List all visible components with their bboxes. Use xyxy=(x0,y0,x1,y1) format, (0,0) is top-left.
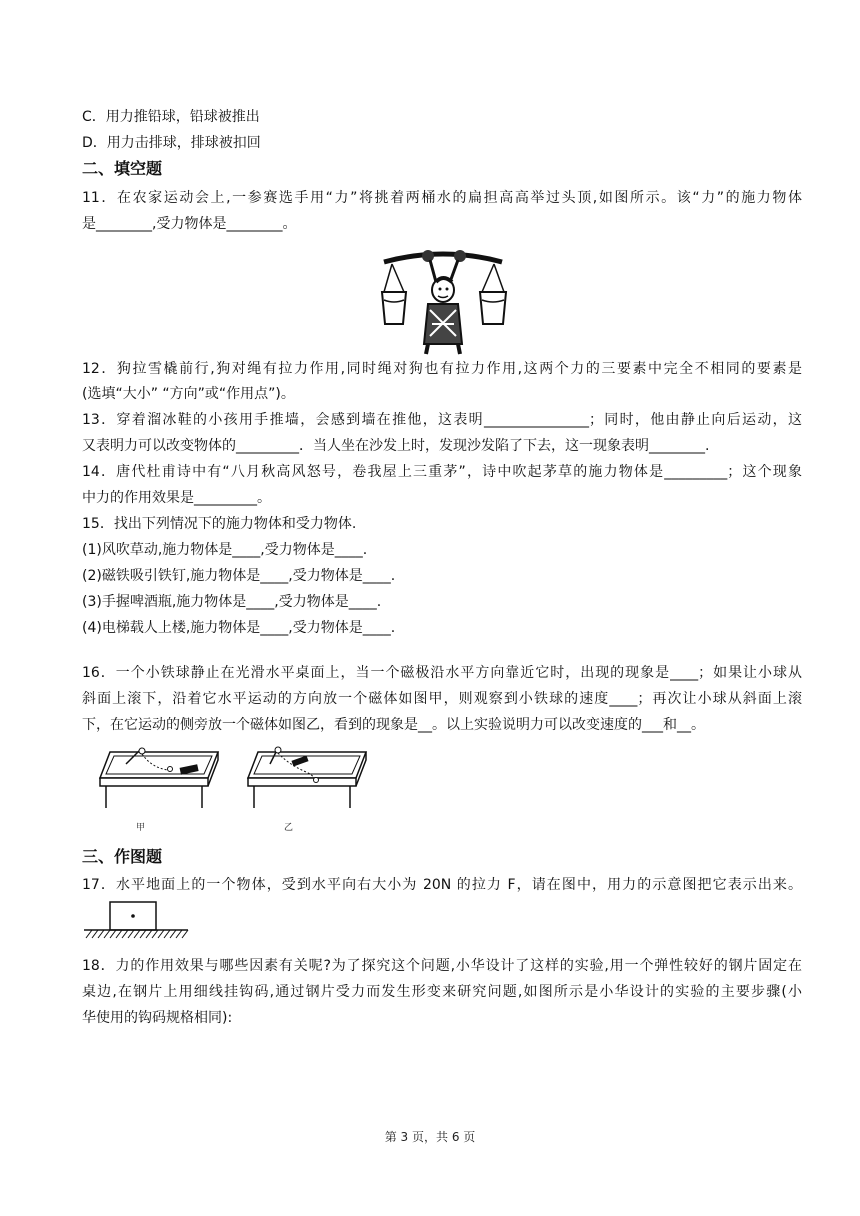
q15-item-2: (2)磁铁吸引铁钉,施力物体是____,受力物体是____. xyxy=(82,568,396,584)
weightlifter-figure xyxy=(378,244,508,356)
option-d: D．用力击排球，排球被扣回 xyxy=(82,135,261,151)
q14-line2: 中力的作用效果是_________。 xyxy=(82,490,271,506)
q16-line1: 16．一个小铁球静止在光滑水平桌面上，当一个磁极沿水平方向靠近它时，出现的现象是____；如果让小球从 xyxy=(82,665,802,681)
q13-line2: 又表明力可以改变物体的_________．当人坐在沙发上时，发现沙发陷了下去，这一现象表明________. xyxy=(82,438,710,454)
q14-line1: 14．唐代杜甫诗中有“八月秋高风怒号，卷我屋上三重茅”，诗中吹起茅草的施力物体是_________；这个现象 xyxy=(82,464,802,480)
svg-text:乙: 乙 xyxy=(284,823,294,833)
section-fill-blank-heading: 二、填空题 xyxy=(82,159,163,178)
q15-item-1: (1)风吹草动,施力物体是____,受力物体是____. xyxy=(82,542,368,558)
figure-jia xyxy=(96,742,228,834)
q12-line1: 12．狗拉雪橇前行,狗对绳有拉力作用,同时绳对狗也有拉力作用,这两个力的三要素中完全不相同的要素是 xyxy=(82,361,802,377)
box-on-ground-figure xyxy=(80,898,190,942)
q15-stem: 15．找出下列情况下的施力物体和受力物体. xyxy=(82,516,357,532)
q16-line3: 下，在它运动的侧旁放一个磁体如图乙，看到的现象是__。以上实验说明力可以改变速度的___和__。 xyxy=(82,717,705,733)
q13-line1: 13．穿着溜冰鞋的小孩用手推墙，会感到墙在推他，这表明_______________；同时，他由静止向后运动，这 xyxy=(82,412,802,428)
svg-text:甲: 甲 xyxy=(136,823,146,833)
q11-line2: 是________,受力物体是________。 xyxy=(82,216,297,232)
section-drawing-heading: 三、作图题 xyxy=(82,847,163,866)
page-footer: 第 3 页，共 6 页 xyxy=(384,1130,476,1144)
q15-item-3: (3)手握啤酒瓶,施力物体是____,受力物体是____. xyxy=(82,594,382,610)
figure-yi-label xyxy=(280,818,304,834)
q17-line1: 17．水平地面上的一个物体，受到水平向右大小为 20N 的拉力 F，请在图中，用力的示意图把它表示出来。 xyxy=(82,877,802,893)
option-c: C．用力推铅球，铅球被推出 xyxy=(82,109,260,125)
q16-line2: 斜面上滚下，沿着它水平运动的方向放一个磁体如图甲，则观察到小铁球的速度____；再次让小球从斜面上滚 xyxy=(82,691,802,707)
figure-jia-label xyxy=(132,818,156,834)
q12-line2: (选填“大小” “方向”或“作用点”)。 xyxy=(82,386,295,402)
figure-yi xyxy=(244,742,376,834)
q18-line2: 桌边,在钢片上用细线挂钩码,通过钢片受力而发生形变来研究问题,如图所示是小华设计的实验的主要步骤(小 xyxy=(82,984,802,1000)
q18-line1: 18．力的作用效果与哪些因素有关呢?为了探究这个问题,小华设计了这样的实验,用一个弹性较好的钢片固定在 xyxy=(82,958,802,974)
q15-item-4: (4)电梯载人上楼,施力物体是____,受力物体是____. xyxy=(82,620,396,636)
q11-line1: 11．在农家运动会上,一参赛选手用“力”将挑着两桶水的扁担高高举过头顶,如图所示。该“力”的施力物体 xyxy=(82,190,802,206)
q18-line3: 华使用的钩码规格相同): xyxy=(82,1010,233,1026)
